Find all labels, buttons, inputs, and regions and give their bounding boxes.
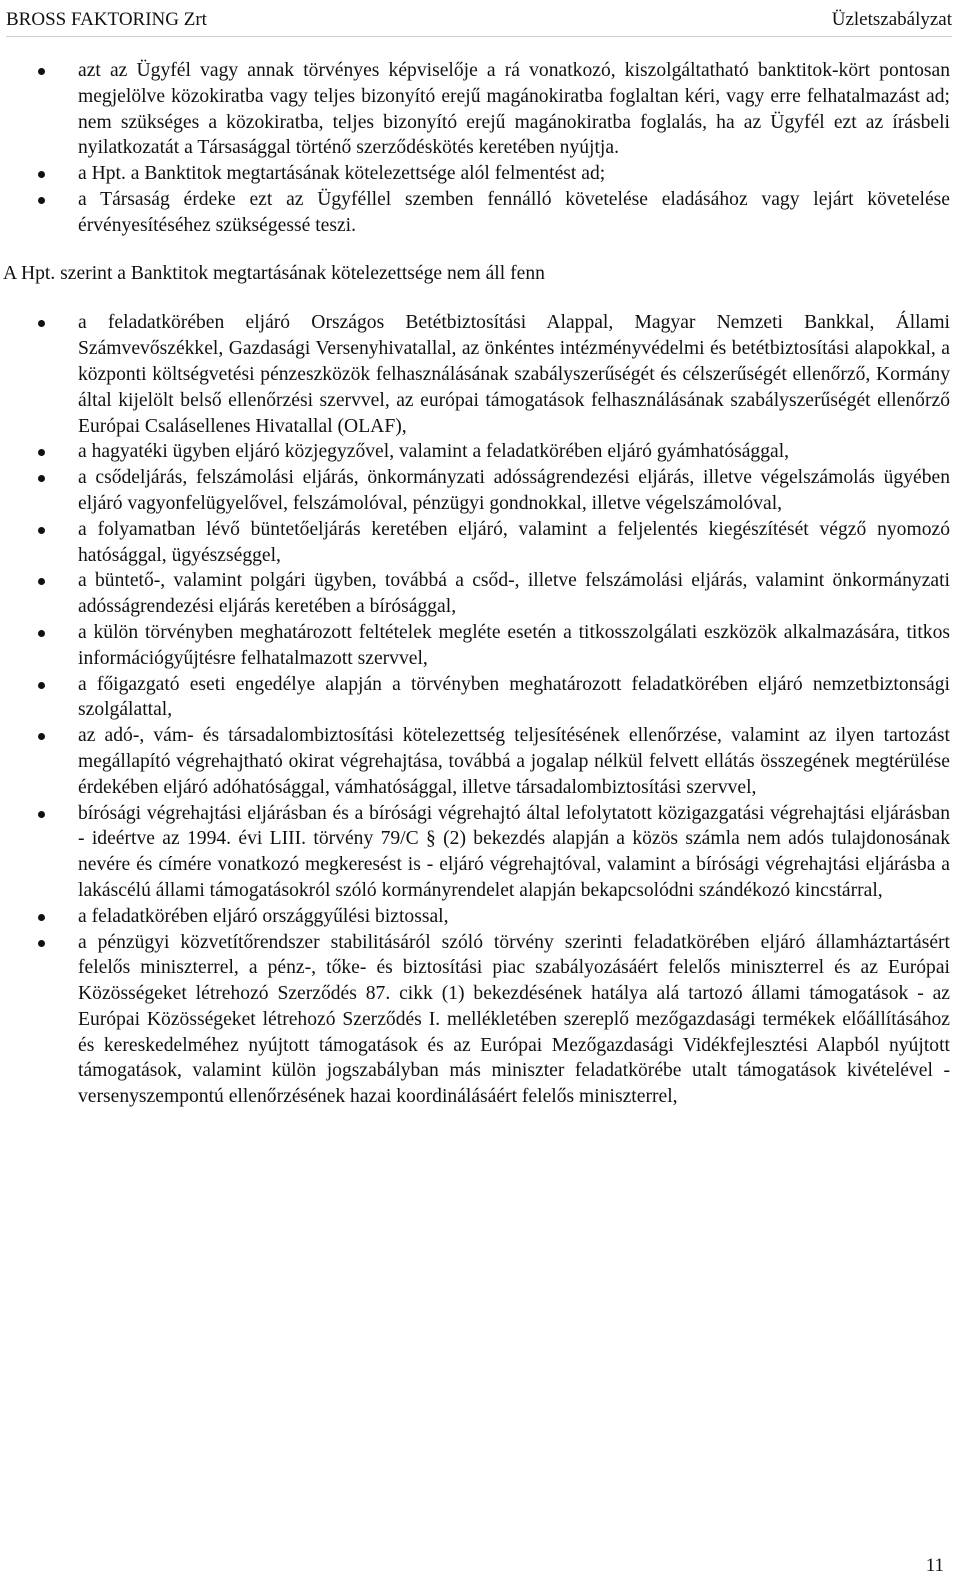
bullet-icon [38,914,45,921]
document-title: Üzletszabályzat [831,9,952,30]
list-item-text: a büntető-, valamint polgári ügyben, továbbá a csőd-, illetve felszámolási eljárás, valamint önkormányzati adósságrendezési eljárás keretében a bírósággal, [78,570,950,618]
list-item [30,465,950,517]
bullet-icon [38,527,45,534]
list-item-text: a főigazgató eseti engedélye alapján a törvényben meghatározott feladatkörében eljáró nemzetbiztonsági szolgálattal, [78,673,950,721]
bullet-list-conditions [30,58,950,239]
bullet-icon [38,320,45,327]
bullet-icon [38,68,45,75]
list-item-text: a külön törvényben meghatározott feltételek megléte esetén a titkosszolgálati eszközök alkalmazására, titkos információgyűjtésre felhatalmazott szervvel, [78,621,950,669]
page-header [6,4,952,37]
list-item [30,723,950,800]
list-item [30,672,950,724]
list-item-text: a Hpt. a Banktitok megtartásának kötelezettsége alól felmentést ad; [78,163,606,185]
bullet-icon [38,733,45,740]
bullet-icon [38,630,45,637]
list-item-text: a pénzügyi közvetítőrendszer stabilitásáról szóló törvény szerinti feladatkörében eljáró államháztartásért felelős miniszterrel, a pénz-, tőke- és biztosítási piac szabályozásáért felelős miniszterrel és az Európai Közösségeket létrehozó Szerződés 87. cikk (1) bekezdésének hatálya alá tartozó állami támogatások - az Európai Közösségeket létrehozó Szerződés I. mellékletében szereplő mezőgazdasági termékek előállításához és kereskedelméhez nyújtott támogatások és az Európai Mezőgazdasági Vidékfejlesztési Alapból nyújtott támogatások, valamint külön jogszabályban más miniszter feladatkörébe utalt támogatások kivételével - versenyszempontú ellenőrzésének hazai koordinálásáért felelős miniszterrel, [78,931,950,1108]
list-item-text: a feladatkörében eljáró Országos Betétbiztosítási Alappal, Magyar Nemzeti Bankkal, Állami Számvevőszékkel, Gazdasági Versenyhivatallal, az önkéntes intézményvédelmi és betétbiztosítási alapokkal, a központi költségvetési pénzeszközök felhasználásának szabályszerűségét és célszerűségét ellenőrző, Kormány által kijelölt belső ellenőrzési szervvel, az európai támogatások felhasználásának szabályszerűségét ellenőrző Európai Csalásellenes Hivatallal (OLAF), [78,312,950,437]
list-item [30,161,950,187]
page-number: 11 [925,1555,944,1576]
list-item-text: azt az Ügyfél vagy annak törvényes képviselője a rá vonatkozó, kiszolgáltatható banktitok-kört pontosan megjelölve közokiratba vagy teljes bizonyító erejű magánokiratba foglaltan kéri, vagy erre felhatalmazást ad; nem szükséges a közokiratba, teljes bizonyító erejű magánokiratba foglalás, ha az Ügyfél ezt az írásbeli nyilatkozatát a Társasággal történő szerződéskötés keretében nyújtja. [78,60,950,159]
bullet-icon [38,811,45,818]
list-item-text: a csődeljárás, felszámolási eljárás, önkormányzati adósságrendezési eljárás, illetve végelszámolás ügyében eljáró vagyonfelügyelővel, felszámolóval, pénzügyi gondnokkal, illetve végelszámolóval, [78,467,950,514]
list-item [30,517,950,569]
page-content [3,58,950,1110]
list-item-text: a hagyatéki ügyben eljáró közjegyzővel, valamint a feladatkörében eljáró gyámhatósággal, [78,441,790,463]
list-item [30,930,950,1111]
list-item [30,439,950,465]
list-item-text: a folyamatban lévő büntetőeljárás keretében eljáró, valamint a feljelentés kiegészítését végző nyomozó hatósággal, ügyészséggel, [78,518,950,566]
list-item [30,801,950,904]
bullet-icon [38,940,45,947]
list-item-text: az adó-, vám- és társadalombiztosítási kötelezettség teljesítésének ellenőrzése, valamint az ilyen tartozást megállapító végrehajtható okirat végrehajtása, továbbá a jogalap nélkül felvett ellátás összegének megtérülése érdekében eljáró adóhatósággal, vámhatósággal, illetve társadalombiztosítási szervvel, [78,725,950,798]
list-item-text: a Társaság érdeke ezt az Ügyféllel szemben fennálló követelése eladásához vagy lejárt követelése érvényesítéséhez szükségessé teszi. [78,188,950,236]
bullet-icon [38,449,45,456]
list-item [30,187,950,239]
list-item [30,58,950,161]
list-item [30,568,950,620]
bullet-icon [38,171,45,178]
bullet-icon [38,475,45,482]
company-name: BROSS FAKTORING Zrt [6,9,207,30]
bullet-list-exceptions [30,310,950,1110]
bullet-icon [38,578,45,585]
bullet-icon [38,197,45,204]
list-item-text: a feladatkörében eljáró országgyűlési biztossal, [78,905,449,927]
section-heading: A Hpt. szerint a Banktitok megtartásának kötelezettsége nem áll fenn [3,262,545,284]
list-item [30,620,950,672]
list-item-text: bírósági végrehajtási eljárásban és a bírósági végrehajtó által lefolytatott közigazgatási végrehajtási eljárásban - ideértve az 1994. évi LIII. törvény 79/C § (2) bekezdés alapján a közös számla nem adós tulajdonosának nevére és címére vonatkozó megkeresést is - eljáró végrehajtóval, valamint a bírósági végrehajtási eljárásba a lakáscélú állami támogatásokról szóló kormányrendelet alapján bekapcsolódni szándékozó kincstárral, [78,802,950,901]
list-item [30,310,950,439]
bullet-icon [38,682,45,689]
list-item [30,904,950,930]
